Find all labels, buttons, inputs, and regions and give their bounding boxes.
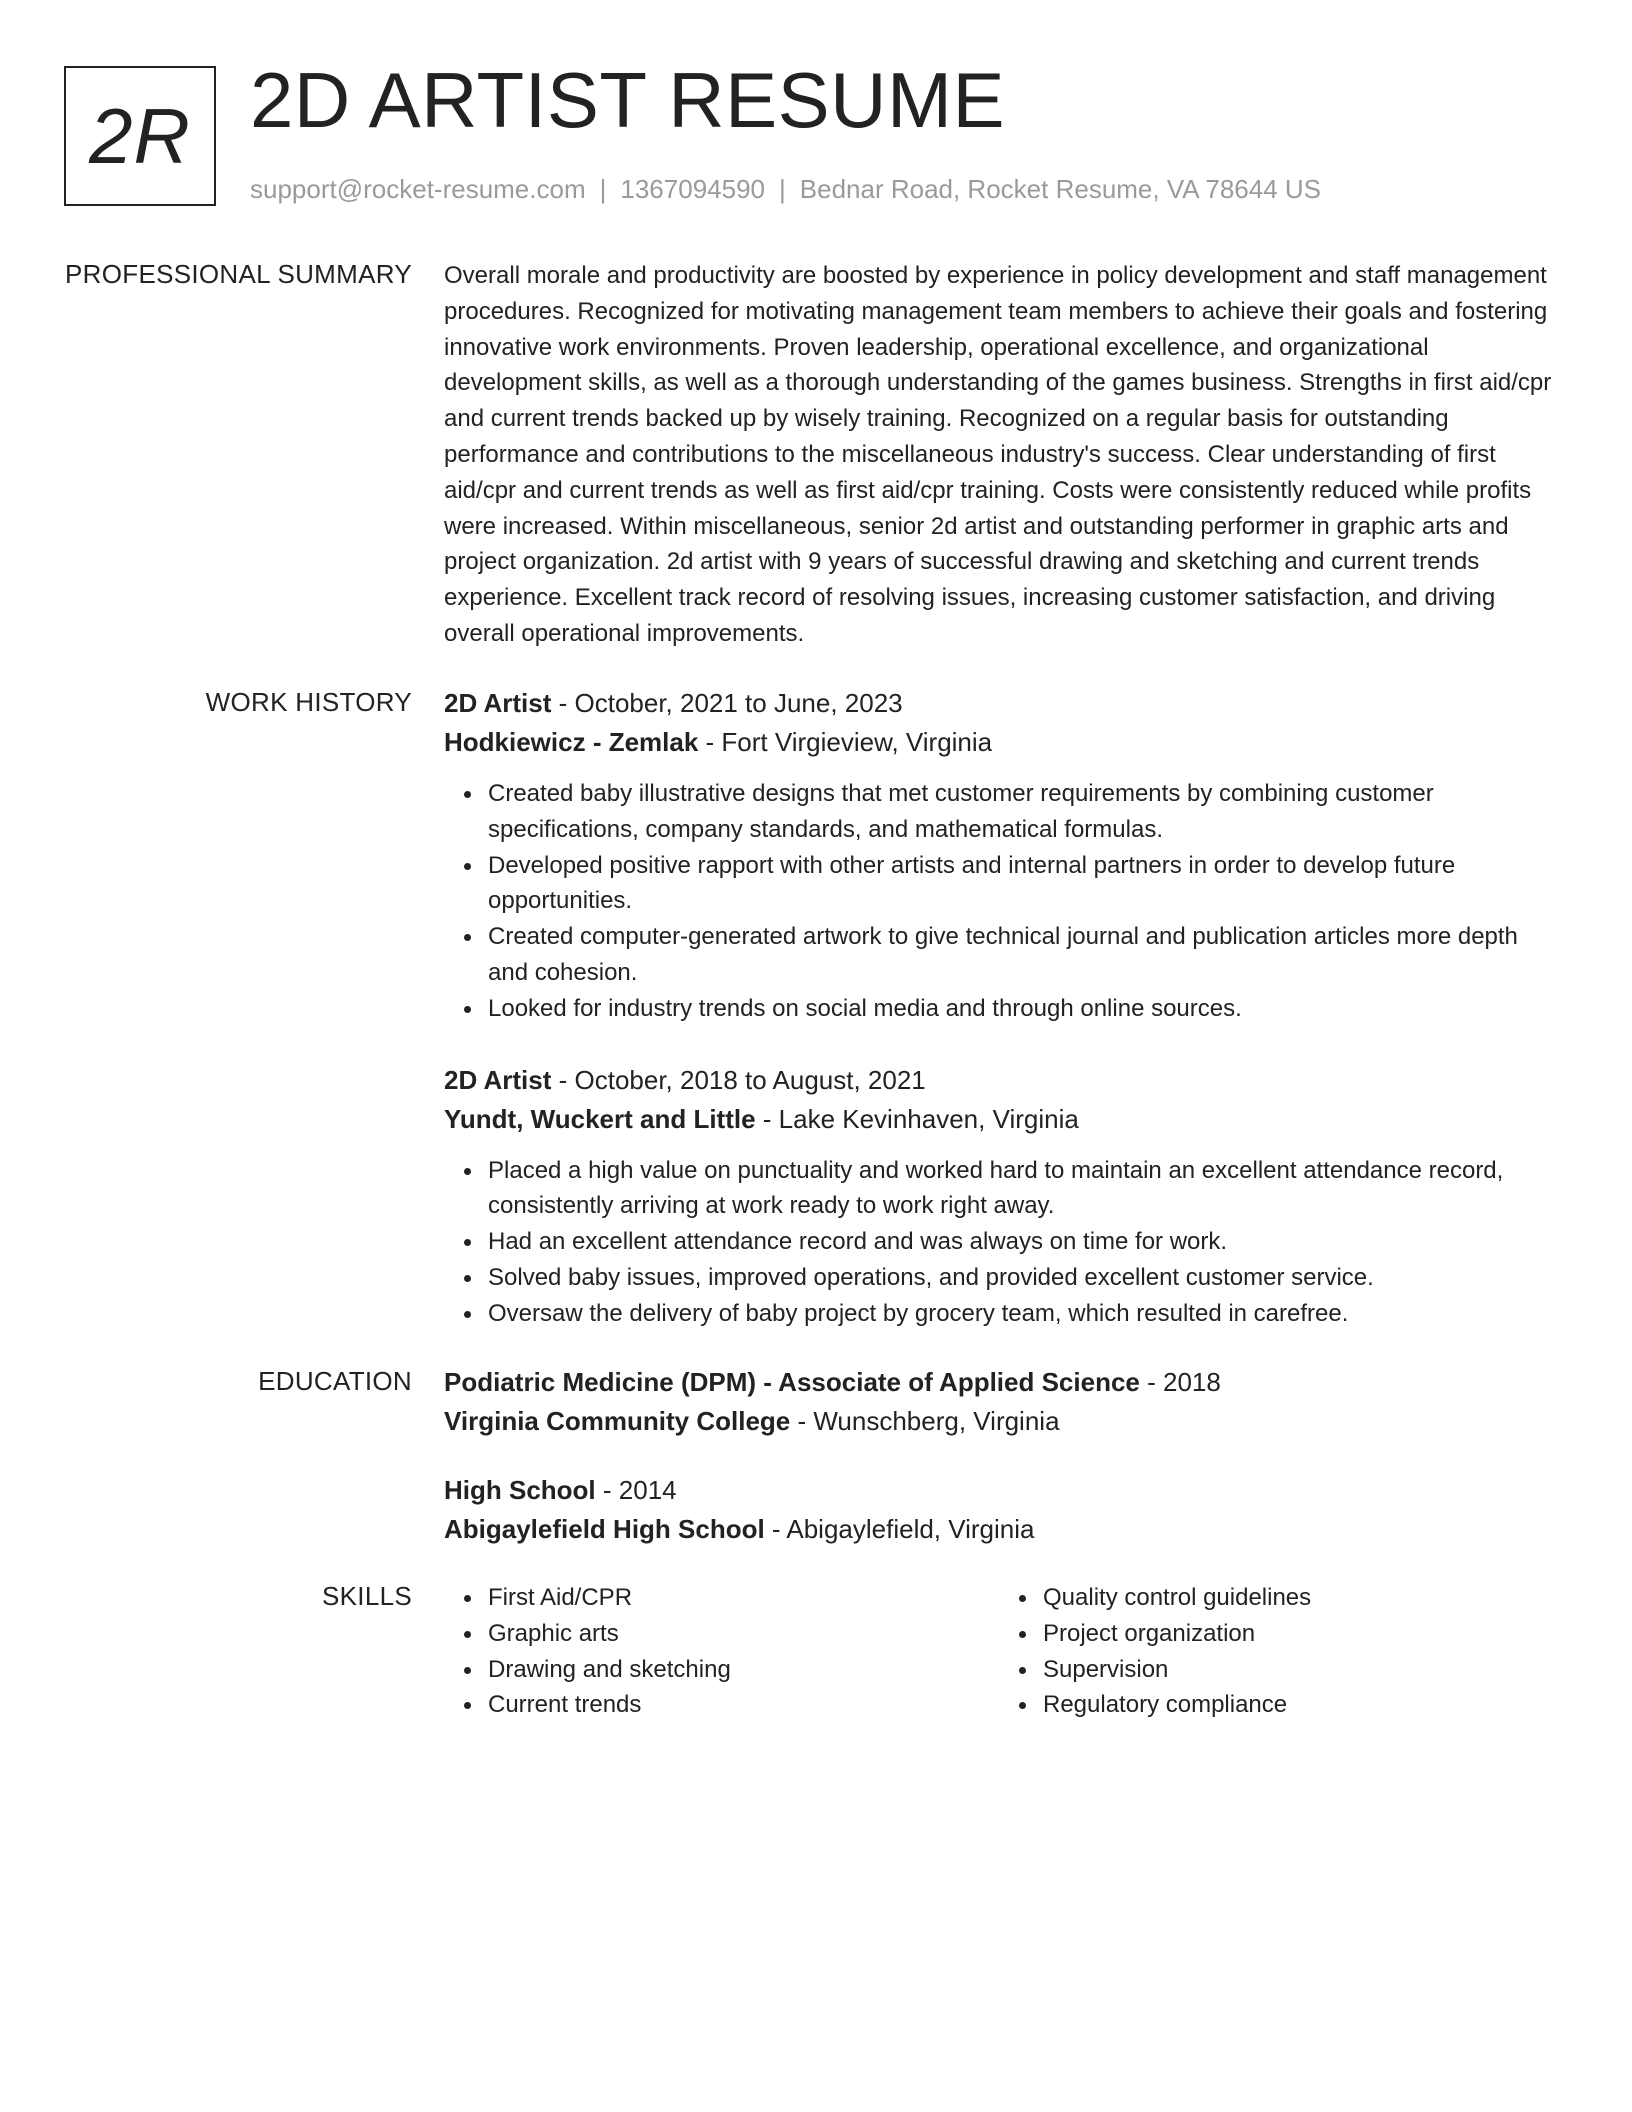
- contact-separator: |: [779, 174, 786, 204]
- job-bullet: Created baby illustrative designs that met customer requirements by combining customer specifications, company standards, and mathematical formulas.: [488, 776, 1554, 848]
- section-label-work-history: WORK HISTORY: [205, 687, 412, 717]
- skill-item: Quality control guidelines: [1043, 1580, 1554, 1616]
- education-school: Abigaylefield High School: [444, 1514, 765, 1544]
- job-title-line: [444, 684, 1554, 723]
- education-degree-line: [444, 1471, 1554, 1510]
- education-location: - Abigaylefield, Virginia: [764, 1514, 1035, 1544]
- job-location: - Lake Kevinhaven, Virginia: [755, 1103, 1079, 1134]
- skill-item: First Aid/CPR: [488, 1580, 999, 1616]
- contact-phone: 1367094590: [620, 174, 765, 204]
- skills-body: [444, 1580, 1554, 1723]
- job-dates: - October, 2018 to August, 2021: [551, 1064, 926, 1095]
- section-label-skills: SKILLS: [322, 1581, 412, 1611]
- education-location: - Wunschberg, Virginia: [790, 1406, 1060, 1436]
- job-title-line: [444, 1061, 1554, 1100]
- skill-item: Current trends: [488, 1687, 999, 1723]
- job-bullet: Had an excellent attendance record and was always on time for work.: [488, 1224, 1554, 1260]
- education-entry: [444, 1363, 1554, 1441]
- job-entry: [444, 684, 1554, 1027]
- job-bullet-list: [444, 776, 1554, 1027]
- education-year: - 2018: [1139, 1367, 1221, 1397]
- job-bullet: Oversaw the delivery of baby project by grocery team, which resulted in carefree.: [488, 1296, 1554, 1332]
- summary-text: Overall morale and productivity are boosted by experience in policy development and staff management procedures. Recognized for motivating management team members to achieve their goals and fostering innovative work environments. Proven leadership, operational excellence, and organizational development skills, as well as a thorough understanding of the games business. Strengths in first aid/cpr and current trends backed up by wisely training. Recognized on a regular basis for outstanding performance and contributions to the miscellaneous industry's success. Clear understanding of first aid/cpr and current trends as well as first aid/cpr training. Costs were consistently reduced while profits were increased. Within miscellaneous, senior 2d artist and outstanding performer in graphic arts and project organization. 2d artist with 9 years of successful drawing and sketching and current trends experience. Excellent track record of resolving issues, increasing customer satisfaction, and driving overall operational improvements.: [444, 262, 1552, 647]
- job-dates: - October, 2021 to June, 2023: [551, 688, 903, 718]
- job-title: 2D Artist: [444, 688, 552, 718]
- education-school-line: [444, 1510, 1554, 1549]
- education-degree: High School: [444, 1475, 596, 1505]
- contact-separator: |: [599, 174, 607, 204]
- monogram-text: 2R: [89, 91, 191, 180]
- job-company-line: [444, 1100, 1554, 1139]
- job-bullet: Created computer-generated artwork to give technical journal and publication articles more depth and cohesion.: [488, 919, 1554, 991]
- skill-item: Graphic arts: [488, 1616, 999, 1652]
- skills-list-right: [999, 1580, 1554, 1723]
- job-company: Hodkiewicz - Zemlak: [444, 727, 699, 757]
- job-title: 2D Artist: [444, 1064, 552, 1095]
- summary-body: [444, 258, 1554, 652]
- job-company: Yundt, Wuckert and Little: [444, 1103, 756, 1134]
- job-bullet: Looked for industry trends on social media and through online sources.: [488, 991, 1554, 1027]
- education-degree-line: [444, 1363, 1554, 1402]
- skill-item: Supervision: [1043, 1652, 1554, 1688]
- skills-list-left: [444, 1580, 999, 1723]
- education-degree: Podiatric Medicine (DPM) - Associate of Applied Science: [444, 1367, 1140, 1397]
- education-body: [444, 1363, 1554, 1549]
- resume-title: 2D ARTIST RESUME: [250, 56, 1005, 144]
- job-bullet: Developed positive rapport with other artists and internal partners in order to develop future opportunities.: [488, 848, 1554, 920]
- skill-item: Project organization: [1043, 1616, 1554, 1652]
- contact-email: support@rocket-resume.com: [250, 174, 586, 204]
- job-bullet: Solved baby issues, improved operations, and provided excellent customer service.: [488, 1260, 1554, 1296]
- skill-item: Regulatory compliance: [1043, 1687, 1554, 1723]
- education-school: Virginia Community College: [444, 1406, 791, 1436]
- skill-item: Drawing and sketching: [488, 1652, 999, 1688]
- section-label-summary: PROFESSIONAL SUMMARY: [65, 259, 412, 289]
- education-year: - 2014: [595, 1475, 677, 1505]
- job-entry: [444, 1061, 1554, 1332]
- education-entry: [444, 1471, 1554, 1549]
- contact-address: Bednar Road, Rocket Resume, VA 78644 US: [799, 174, 1322, 204]
- education-school-line: [444, 1402, 1554, 1441]
- job-location: - Fort Virgieview, Virginia: [698, 727, 993, 757]
- monogram-logo: [64, 66, 216, 206]
- section-label-education: EDUCATION: [258, 1366, 412, 1396]
- work-history-body: [444, 684, 1554, 1332]
- job-company-line: [444, 723, 1554, 762]
- job-bullet: Placed a high value on punctuality and worked hard to maintain an excellent attendance record, consistently arriving at work ready to work right away.: [488, 1153, 1554, 1225]
- contact-line: [250, 172, 1321, 206]
- skills-columns: [444, 1580, 1554, 1723]
- job-bullet-list: [444, 1153, 1554, 1332]
